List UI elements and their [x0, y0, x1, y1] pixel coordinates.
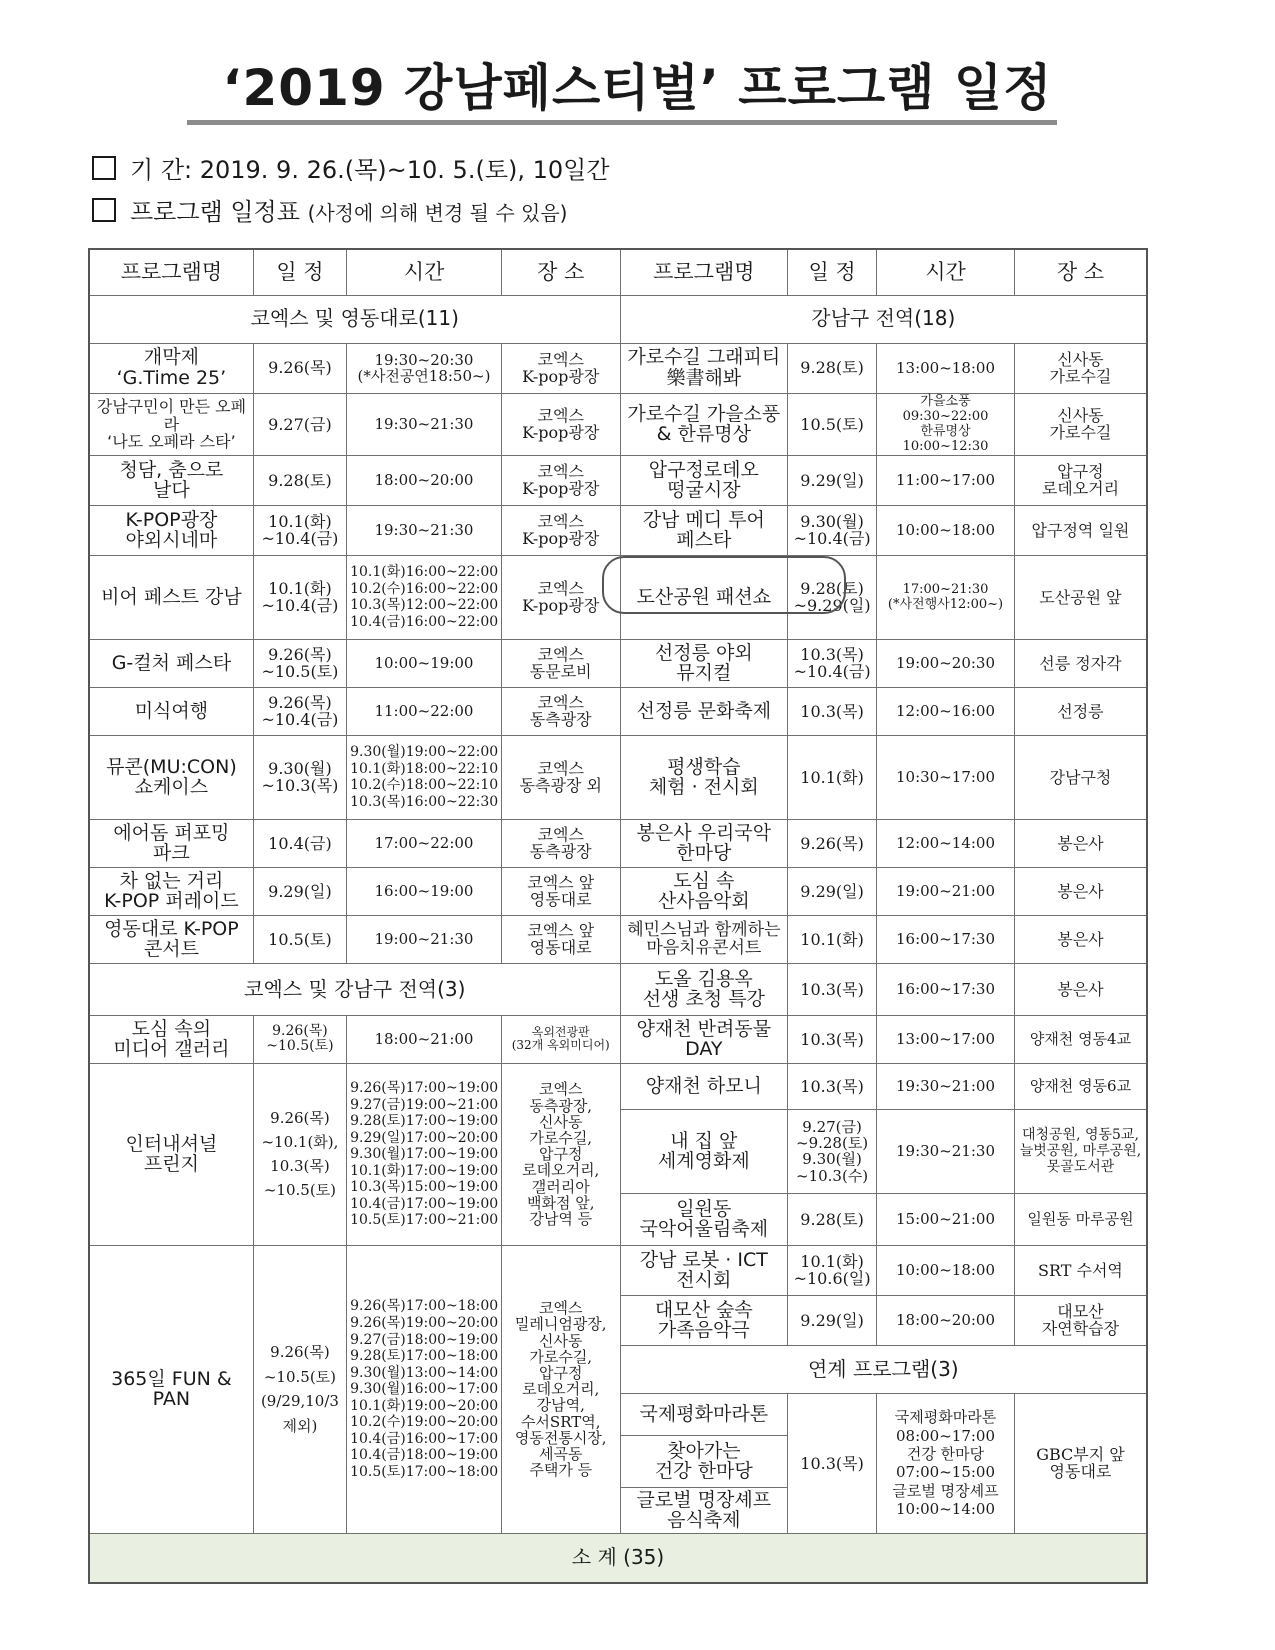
program-name: 양재천 반려동물 DAY	[620, 1015, 787, 1063]
program-venue: 강남구청	[1014, 735, 1147, 819]
program-name: 365일 FUN & PAN	[89, 1245, 253, 1533]
program-venue: 선릉 정자각	[1014, 639, 1147, 687]
program-venue: 봉은사	[1014, 915, 1147, 963]
table-row	[89, 455, 1147, 505]
program-venue: 코엑스 K-pop광장	[501, 505, 620, 555]
program-date: 9.29(일)	[788, 455, 877, 505]
program-time: 9.26(목)17:00~19:00 9.27(금)19:00~21:00 9.28(토)17:00~19:00 9.29(일)17:00~20:00 9.30(월)17:00~19:00 10.1(화)17:00~19:00 10.3(목)15:00~19:00 10.4(금)17:00~19:00 10.5(토)17:00~21:00	[347, 1063, 502, 1245]
program-time: 10:00~18:00	[877, 505, 1015, 555]
program-date: 9.28(토) ~9.29(일)	[788, 555, 877, 639]
table-row	[89, 1245, 1147, 1295]
checkbox-icon	[92, 198, 116, 222]
subtotal	[89, 1533, 1147, 1583]
table-row	[89, 1015, 1147, 1063]
subtotal-label: 소 계	[571, 1545, 617, 1570]
table-row	[89, 867, 1147, 915]
program-name: 개막제 ‘G.Time 25’	[89, 343, 253, 393]
program-name: 봉은사 우리국악 한마당	[620, 819, 787, 867]
table-row	[89, 639, 1147, 687]
program-time: 9.26(목)17:00~18:00 9.26(목)19:00~20:00 9.27(금)18:00~19:00 9.28(토)17:00~18:00 9.30(월)13:00~14:00 9.30(월)16:00~17:00 10.1(화)19:00~20:00 10.2(수)19:00~20:00 10.4(금)16:00~17:00 10.4(금)18:00~19:00 10.5(토)17:00~18:00	[347, 1245, 502, 1533]
program-venue: 코엑스 K-pop광장	[501, 555, 620, 639]
header-date: 일 정	[253, 249, 346, 295]
program-time: 12:00~16:00	[877, 687, 1015, 735]
program-date: 10.1(화)	[788, 915, 877, 963]
program-date: 10.4(금)	[253, 819, 346, 867]
program-date: 10.1(화) ~10.6(일)	[788, 1245, 877, 1295]
program-time: 18:00~21:00	[347, 1015, 502, 1063]
program-venue: 양재천 영동6교	[1014, 1063, 1147, 1109]
program-venue: 코엑스 K-pop광장	[501, 393, 620, 455]
program-name: 일원동 국악어울림축제	[620, 1193, 787, 1245]
program-time: 19:30~21:30	[347, 505, 502, 555]
program-name: 뮤콘(MU:CON) 쇼케이스	[89, 735, 253, 819]
program-time: 10:00~19:00	[347, 639, 502, 687]
program-venue: 일원동 마루공원	[1014, 1193, 1147, 1245]
table-row	[89, 963, 1147, 1015]
program-venue: 선정릉	[1014, 687, 1147, 735]
table-row	[89, 505, 1147, 555]
program-name: 강남 메디 투어 페스타	[620, 505, 787, 555]
table-row	[89, 393, 1147, 455]
program-venue: 압구정 로데오거리	[1014, 455, 1147, 505]
program-name: K-POP광장 야외시네마	[89, 505, 253, 555]
program-venue: 코엑스 동측광장	[501, 687, 620, 735]
program-time: 18:00~20:00	[347, 455, 502, 505]
program-name: 청담, 춤으로 날다	[89, 455, 253, 505]
header-time: 시간	[347, 249, 502, 295]
program-time: 19:30~21:30	[877, 1109, 1015, 1193]
program-date: 9.30(월) ~10.4(금)	[788, 505, 877, 555]
header-venue: 장 소	[1014, 249, 1147, 295]
table-row	[89, 915, 1147, 963]
program-name: 선정릉 야외 뮤지컬	[620, 639, 787, 687]
table-row	[89, 819, 1147, 867]
program-time: 19:30~20:30 (*사전공연18:50~)	[347, 343, 502, 393]
program-time: 9.30(월)19:00~22:00 10.1(화)18:00~22:10 10.2(수)18:00~22:10 10.3(목)16:00~22:30	[347, 735, 502, 819]
section-coex-gangnam: 코엑스 및 강남구 전역(3)	[89, 963, 620, 1015]
program-venue: 코엑스 K-pop광장	[501, 455, 620, 505]
program-date: 9.26(목) ~10.5(토)	[253, 1015, 346, 1063]
program-name: 대모산 숲속 가족음악극	[620, 1295, 787, 1345]
program-time: 11:00~22:00	[347, 687, 502, 735]
program-date: 9.28(토)	[788, 343, 877, 393]
program-date: 9.29(일)	[253, 867, 346, 915]
header-venue: 장 소	[501, 249, 620, 295]
program-time: 10:30~17:00	[877, 735, 1015, 819]
program-name: 혜민스님과 함께하는 마음치유콘서트	[620, 915, 787, 963]
program-name: 강남구민이 만든 오페라 ‘나도 오페라 스타’	[89, 393, 253, 455]
program-time: 19:00~20:30	[877, 639, 1015, 687]
page-title: ‘2019 강남페스티벌’ 프로그램 일정	[222, 59, 1053, 117]
program-date: 10.3(목)	[788, 1015, 877, 1063]
program-time: 18:00~20:00	[877, 1295, 1015, 1345]
handwritten-circle-mark	[602, 556, 846, 614]
program-time: 11:00~17:00	[877, 455, 1015, 505]
header-date: 일 정	[788, 249, 877, 295]
program-time: 17:00~21:30 (*사전행사12:00~)	[877, 555, 1015, 639]
program-date: 10.3(목)	[788, 1063, 877, 1109]
schedule-label: 프로그램 일정표	[130, 198, 300, 226]
program-time: 15:00~21:00	[877, 1193, 1015, 1245]
program-date: 9.26(목) ~10.5(토) (9/29,10/3 제외)	[253, 1245, 346, 1533]
program-date: 10.3(목)	[788, 687, 877, 735]
program-venue: 코엑스 앞 영동대로	[501, 867, 620, 915]
program-venue: 신사동 가로수길	[1014, 393, 1147, 455]
program-date: 10.1(화) ~10.4(금)	[253, 505, 346, 555]
program-venue: 코엑스 동문로비	[501, 639, 620, 687]
program-venue: 옥외전광판 (32개 옥외미디어)	[501, 1015, 620, 1063]
program-name: 인터내셔널 프린지	[89, 1063, 253, 1245]
table-row	[89, 1063, 1147, 1109]
program-time: 16:00~17:30	[877, 915, 1015, 963]
program-schedule-table	[88, 248, 1148, 1584]
program-name: 평생학습 체험 · 전시회	[620, 735, 787, 819]
program-venue: 압구정역 일원	[1014, 505, 1147, 555]
program-time: 10.1(화)16:00~22:00 10.2(수)16:00~22:00 10.3(목)12:00~22:00 10.4(금)16:00~22:00	[347, 555, 502, 639]
program-venue: 양재천 영동4교	[1014, 1015, 1147, 1063]
footer-row	[89, 1533, 1147, 1583]
program-venue: 코엑스 앞 영동대로	[501, 915, 620, 963]
program-venue: 코엑스 동측광장 외	[501, 735, 620, 819]
header-program: 프로그램명	[89, 249, 253, 295]
program-name: 가로수길 그래피티 樂書해봐	[620, 343, 787, 393]
program-date: 9.26(목)	[253, 343, 346, 393]
program-name: 도심 속의 미디어 갤러리	[89, 1015, 253, 1063]
program-time: 국제평화마라톤 08:00~17:00 건강 한마당 07:00~15:00 글로벌 명장셰프 10:00~14:00	[877, 1393, 1015, 1533]
program-date: 9.26(목) ~10.4(금)	[253, 687, 346, 735]
program-date: 9.26(목) ~10.1(화), 10.3(목) ~10.5(토)	[253, 1063, 346, 1245]
program-venue: 코엑스 동측광장, 신사동 가로수길, 압구정 로데오거리, 갤러리아 백화점 앞, 강남역 등	[501, 1063, 620, 1245]
table-row	[89, 735, 1147, 819]
program-date: 9.28(토)	[788, 1193, 877, 1245]
program-time: 가을소풍09:30~22:00 한류명상10:00~12:30	[877, 393, 1015, 455]
program-venue: 도산공원 앞	[1014, 555, 1147, 639]
program-venue: 코엑스 밀레니엄광장, 신사동 가로수길, 압구정 로데오거리, 강남역, 수서SRT역, 영동전통시장, 세곡동 주택가 등	[501, 1245, 620, 1533]
program-name: 선정릉 문화축제	[620, 687, 787, 735]
program-venue: 신사동 가로수길	[1014, 343, 1147, 393]
section-coex: 코엑스 및 영동대로(11)	[89, 295, 620, 343]
program-name: 미식여행	[89, 687, 253, 735]
program-name: 글로벌 명장셰프 음식축제	[620, 1487, 787, 1533]
program-date: 9.29(일)	[788, 1295, 877, 1345]
header-time: 시간	[877, 249, 1015, 295]
section-row	[89, 295, 1147, 343]
program-name: 국제평화마라톤	[620, 1393, 787, 1435]
program-date: 9.30(월) ~10.3(목)	[253, 735, 346, 819]
program-name: 도산공원 패션쇼	[620, 555, 787, 639]
program-date: 10.1(화) ~10.4(금)	[253, 555, 346, 639]
program-time: 19:30~21:30	[347, 393, 502, 455]
period-text: 기 간: 2019. 9. 26.(목)~10. 5.(토), 10일간	[130, 156, 610, 184]
program-name: 도올 김용옥 선생 초청 특강	[620, 963, 787, 1015]
title-underline	[187, 120, 1057, 125]
program-time: 19:30~21:00	[877, 1063, 1015, 1109]
program-name: 압구정로데오 떵굴시장	[620, 455, 787, 505]
program-date: 10.5(토)	[253, 915, 346, 963]
program-name: 영동대로 K-POP 콘서트	[89, 915, 253, 963]
program-venue: 코엑스 동측광장	[501, 819, 620, 867]
program-time: 13:00~18:00	[877, 343, 1015, 393]
program-date: 9.28(토)	[253, 455, 346, 505]
header-program: 프로그램명	[620, 249, 787, 295]
schedule-line	[92, 192, 567, 227]
program-time: 13:00~17:00	[877, 1015, 1015, 1063]
program-time: 19:00~21:30	[347, 915, 502, 963]
program-name: G-컬처 페스타	[89, 639, 253, 687]
program-date: 9.27(금) ~9.28(토) 9.30(월) ~10.3(수)	[788, 1109, 877, 1193]
program-venue: 대모산 자연학습장	[1014, 1295, 1147, 1345]
schedule-note: (사정에 의해 변경 될 수 있음)	[307, 201, 568, 225]
checkbox-icon	[92, 156, 116, 180]
program-name: 강남 로봇 · ICT 전시회	[620, 1245, 787, 1295]
subtotal-count: (35)	[623, 1545, 665, 1570]
program-name: 비어 페스트 강남	[89, 555, 253, 639]
program-venue: 대청공원, 영동5교, 늘벗공원, 마루공원, 못골도서관	[1014, 1109, 1147, 1193]
program-date: 9.27(금)	[253, 393, 346, 455]
program-time: 16:00~19:00	[347, 867, 502, 915]
program-name: 도심 속 산사음악회	[620, 867, 787, 915]
section-gangnam: 강남구 전역(18)	[620, 295, 1147, 343]
table-row	[89, 687, 1147, 735]
program-name: 찾아가는 건강 한마당	[620, 1435, 787, 1487]
period-line	[92, 150, 610, 185]
program-date: 9.26(목)	[788, 819, 877, 867]
program-date: 10.5(토)	[788, 393, 877, 455]
program-venue: 봉은사	[1014, 963, 1147, 1015]
program-date: 10.1(화)	[788, 735, 877, 819]
program-name: 가로수길 가을소풍 & 한류명상	[620, 393, 787, 455]
program-date: 10.3(목)	[788, 1393, 877, 1533]
table-row	[89, 343, 1147, 393]
program-venue: 봉은사	[1014, 819, 1147, 867]
program-venue: SRT 수서역	[1014, 1245, 1147, 1295]
program-name: 양재천 하모니	[620, 1063, 787, 1109]
program-date: 10.3(목) ~10.4(금)	[788, 639, 877, 687]
program-name: 차 없는 거리 K-POP 퍼레이드	[89, 867, 253, 915]
program-venue: GBC부지 앞 영동대로	[1014, 1393, 1147, 1533]
program-venue: 봉은사	[1014, 867, 1147, 915]
program-name: 내 집 앞 세계영화제	[620, 1109, 787, 1193]
program-time: 16:00~17:30	[877, 963, 1015, 1015]
program-time: 10:00~18:00	[877, 1245, 1015, 1295]
program-time: 12:00~14:00	[877, 819, 1015, 867]
program-name: 에어돔 퍼포밍 파크	[89, 819, 253, 867]
program-time: 19:00~21:00	[877, 867, 1015, 915]
program-time: 17:00~22:00	[347, 819, 502, 867]
section-linked: 연계 프로그램(3)	[620, 1345, 1147, 1393]
program-date: 10.3(목)	[788, 963, 877, 1015]
program-date: 9.29(일)	[788, 867, 877, 915]
header-row	[89, 249, 1147, 295]
program-venue: 코엑스 K-pop광장	[501, 343, 620, 393]
program-date: 9.26(목) ~10.5(토)	[253, 639, 346, 687]
